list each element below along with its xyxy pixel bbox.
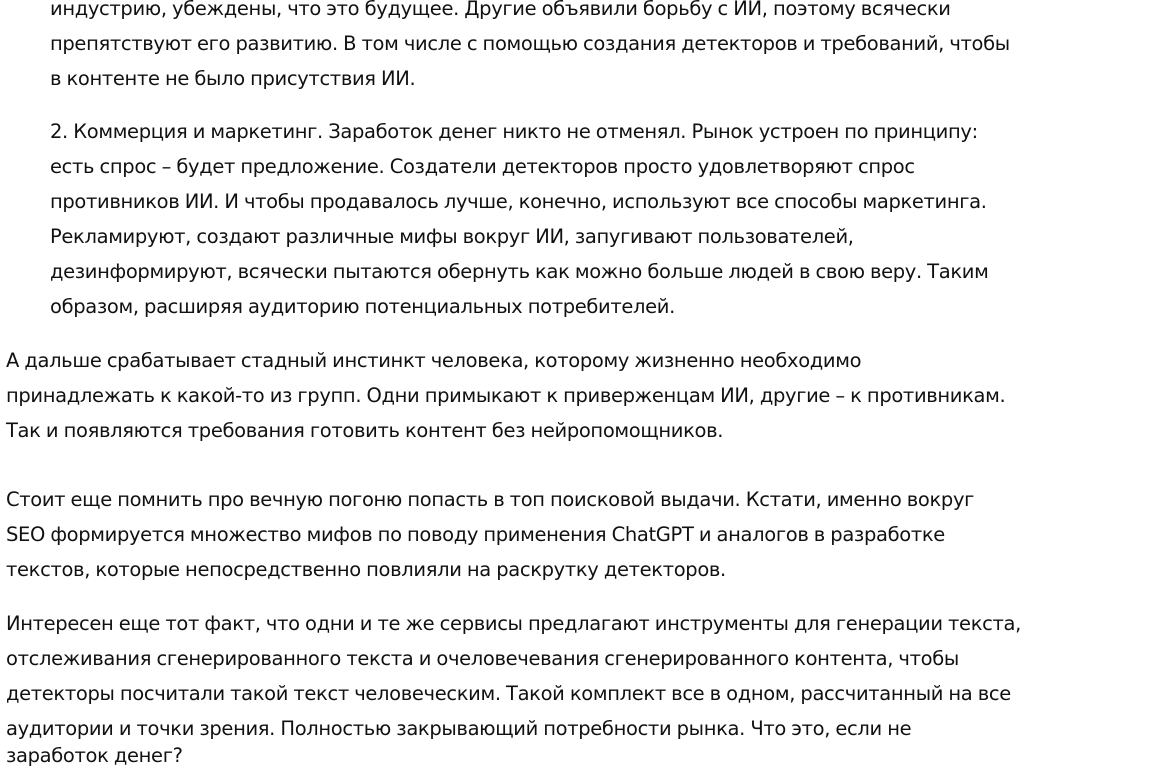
text-line: препятствуют его развитию. В том числе с помощью создания детекторов и требований, чтобы bbox=[50, 32, 1010, 55]
text-line: текстов, которые непосредственно повлияли на раскрутку детекторов. bbox=[6, 558, 726, 581]
text-line: в контенте не было присутствия ИИ. bbox=[50, 67, 416, 90]
text-line: принадлежать к какой-то из групп. Одни примыкают к приверженцам ИИ, другие – к противникам. bbox=[6, 384, 1006, 407]
text-line: Рекламируют, создают различные мифы вокруг ИИ, запугивают пользователей, bbox=[50, 225, 854, 248]
text-line: А дальше срабатывает стадный инстинкт человека, которому жизненно необходимо bbox=[6, 349, 862, 372]
text-line: SEO формируется множество мифов по поводу применения ChatGPT и аналогов в разработке bbox=[6, 523, 945, 546]
text-line: Стоит еще помнить про вечную погоню попасть в топ поисковой выдачи. Кстати, именно вокруг bbox=[6, 488, 975, 511]
text-line: противников ИИ. И чтобы продавалось лучше, конечно, используют все способы маркетинга. bbox=[50, 190, 987, 213]
text-line: 2. Коммерция и маркетинг. Заработок денег никто не отменял. Рынок устроен по принципу: bbox=[50, 120, 978, 143]
text-line: есть спрос – будет предложение. Создатели детекторов просто удовлетворяют спрос bbox=[50, 155, 915, 178]
text-line: отслеживания сгенерированного текста и очеловечевания сгенерированного контента, чтобы bbox=[6, 647, 959, 670]
text-line: индустрию, убеждены, что это будущее. Другие объявили борьбу с ИИ, поэтому всячески bbox=[50, 0, 951, 20]
text-line: заработок денег? bbox=[6, 744, 183, 767]
text-line: детекторы посчитали такой текст человеческим. Такой комплект все в одном, рассчитанный на все bbox=[6, 682, 1011, 705]
text-line: дезинформируют, всячески пытаются обернуть как можно больше людей в свою веру. Таким bbox=[50, 260, 989, 283]
text-line: Интересен еще тот факт, что одни и те же сервисы предлагают инструменты для генерации текста, bbox=[6, 612, 1021, 635]
text-line: образом, расширяя аудиторию потенциальных потребителей. bbox=[50, 295, 675, 318]
text-line: аудитории и точки зрения. Полностью закрывающий потребности рынка. Что это, если не bbox=[6, 717, 912, 740]
text-line: Так и появляются требования готовить контент без нейропомощников. bbox=[6, 419, 724, 442]
